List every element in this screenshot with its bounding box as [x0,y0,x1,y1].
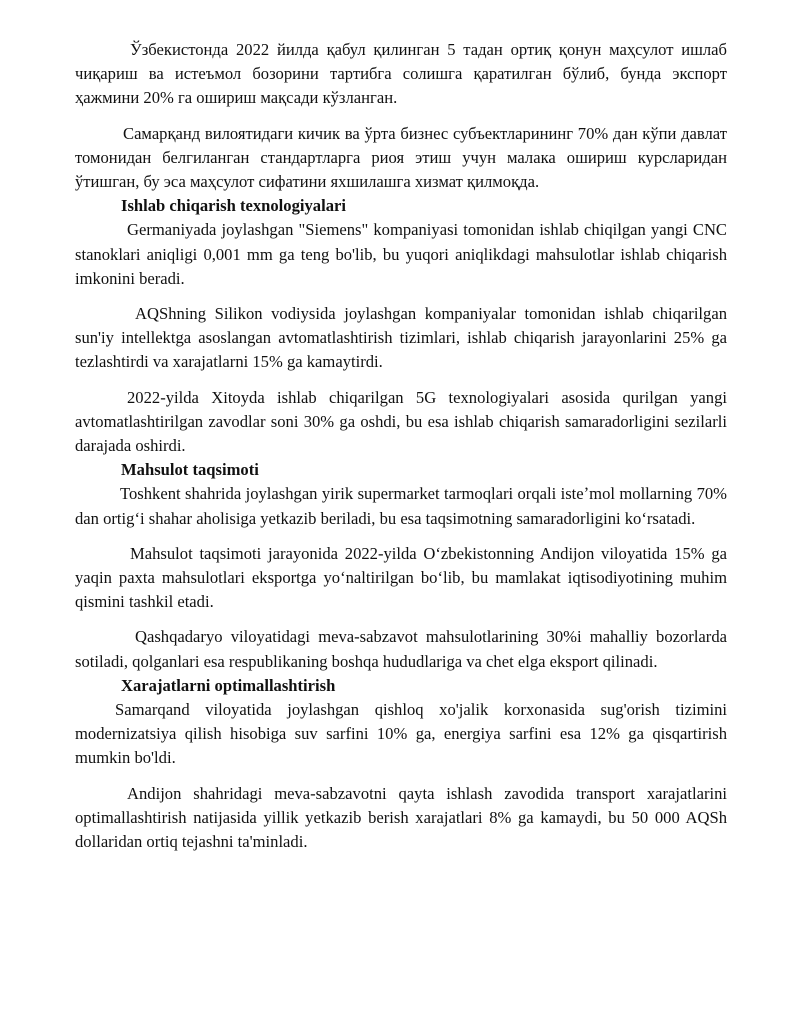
intro-paragraph-1: Ўзбекистонда 2022 йилда қабул қилинган 5 тадан ортиқ қонун маҳсулот ишлаб чиқариш ва истеъмол бозорини тартибга солишга қаратилган бўлиб, бунда экспорт ҳажмини 20% га ошириш мақсади кўзланган. [75,40,727,108]
section-paragraph: Toshkent shahrida joylashgan yirik supermarket tarmoqlari orqali isteʼmol mollarning 70% dan ortigʻi shahar aholisiga yetkazib beriladi, bu esa taqsimotning samaradorligini koʻrsatadi. [75,484,727,528]
intro-paragraph-2: Самарқанд вилоятидаги кичик ва ўрта бизнес субъектларининг 70% дан кўпи давлат томонидан белгиланган стандартларга риоя этиш учун малака ошириш курсларидан ўтишган, бу эса маҳсулот сифатини яхшилашга хизмат қилмоқда. [75,123,727,192]
section-paragraph: 2022-yilda Xitoyda ishlab chiqarilgan 5G texnologiyalari asosida qurilgan yangi avtomatlashtirilgan zavodlar soni 30% ga oshdi, bu esa ishlab chiqarish samaradorligini sezilarli darajada oshirdi. [75,387,727,456]
document-page [75,38,727,854]
section-paragraph: Germaniyada joylashgan "Siemens" kompaniyasi tomonidan ishlab chiqilgan yangi CNC stanoklari aniqligi 0,001 mm ga teng bo'lib, bu yuqori aniqlikdagi mahsulotlar ishlab chiqarish imkonini beradi. [75,220,727,288]
section-heading: Mahsulot taqsimoti [121,460,259,480]
section-paragraph: Mahsulot taqsimoti jarayonida 2022-yilda Oʻzbekistonning Andijon viloyatida 15% ga yaqin paxta mahsulotlari eksportga yoʻnaltirilgan boʻlib, bu mamlakat iqtisodiyotining muhim qismini tashkil etadi. [75,543,727,612]
section-paragraph: Qashqadaryo viloyatidagi meva-sabzavot mahsulotlarining 30%i mahalliy bozorlarda sotiladi, qolganlari esa respublikaning boshqa hududlariga va chet elga eksport qilinadi. [75,627,727,671]
section-paragraph: Samarqand viloyatida joylashgan qishloq xo'jalik korxonasida sug'orish tizimini modernizatsiya qilish hisobiga suv sarfini 10% ga, energiya sarfini esa 12% ga qisqartirish mumkin bo'ldi. [75,700,727,768]
section-product-distribution [75,458,727,674]
section-heading: Ishlab chiqarish texnologiyalari [121,196,346,216]
section-heading: Xarajatlarni optimallashtirish [121,675,336,695]
section-paragraph: AQShning Silikon vodiysida joylashgan kompaniyalar tomonidan ishlab chiqarilgan sun'iy intellektga asoslangan avtomatlashtirish tizimlari, ishlab chiqarish jarayonlarini 25% ga tezlashtirdi va xarajatlarni 15% ga kamaytirdi. [75,304,727,372]
section-paragraph: Andijon shahridagi meva-sabzavotni qayta ishlash zavodida transport xarajatlarini optimallashtirish natijasida yillik yetkazib berish xarajatlari 8% ga kamaydi, bu 50 000 AQSh dollaridan ortiq tejashni ta'minladi. [75,783,727,852]
section-cost-optimization [75,674,727,854]
section-production-technologies [75,194,727,458]
